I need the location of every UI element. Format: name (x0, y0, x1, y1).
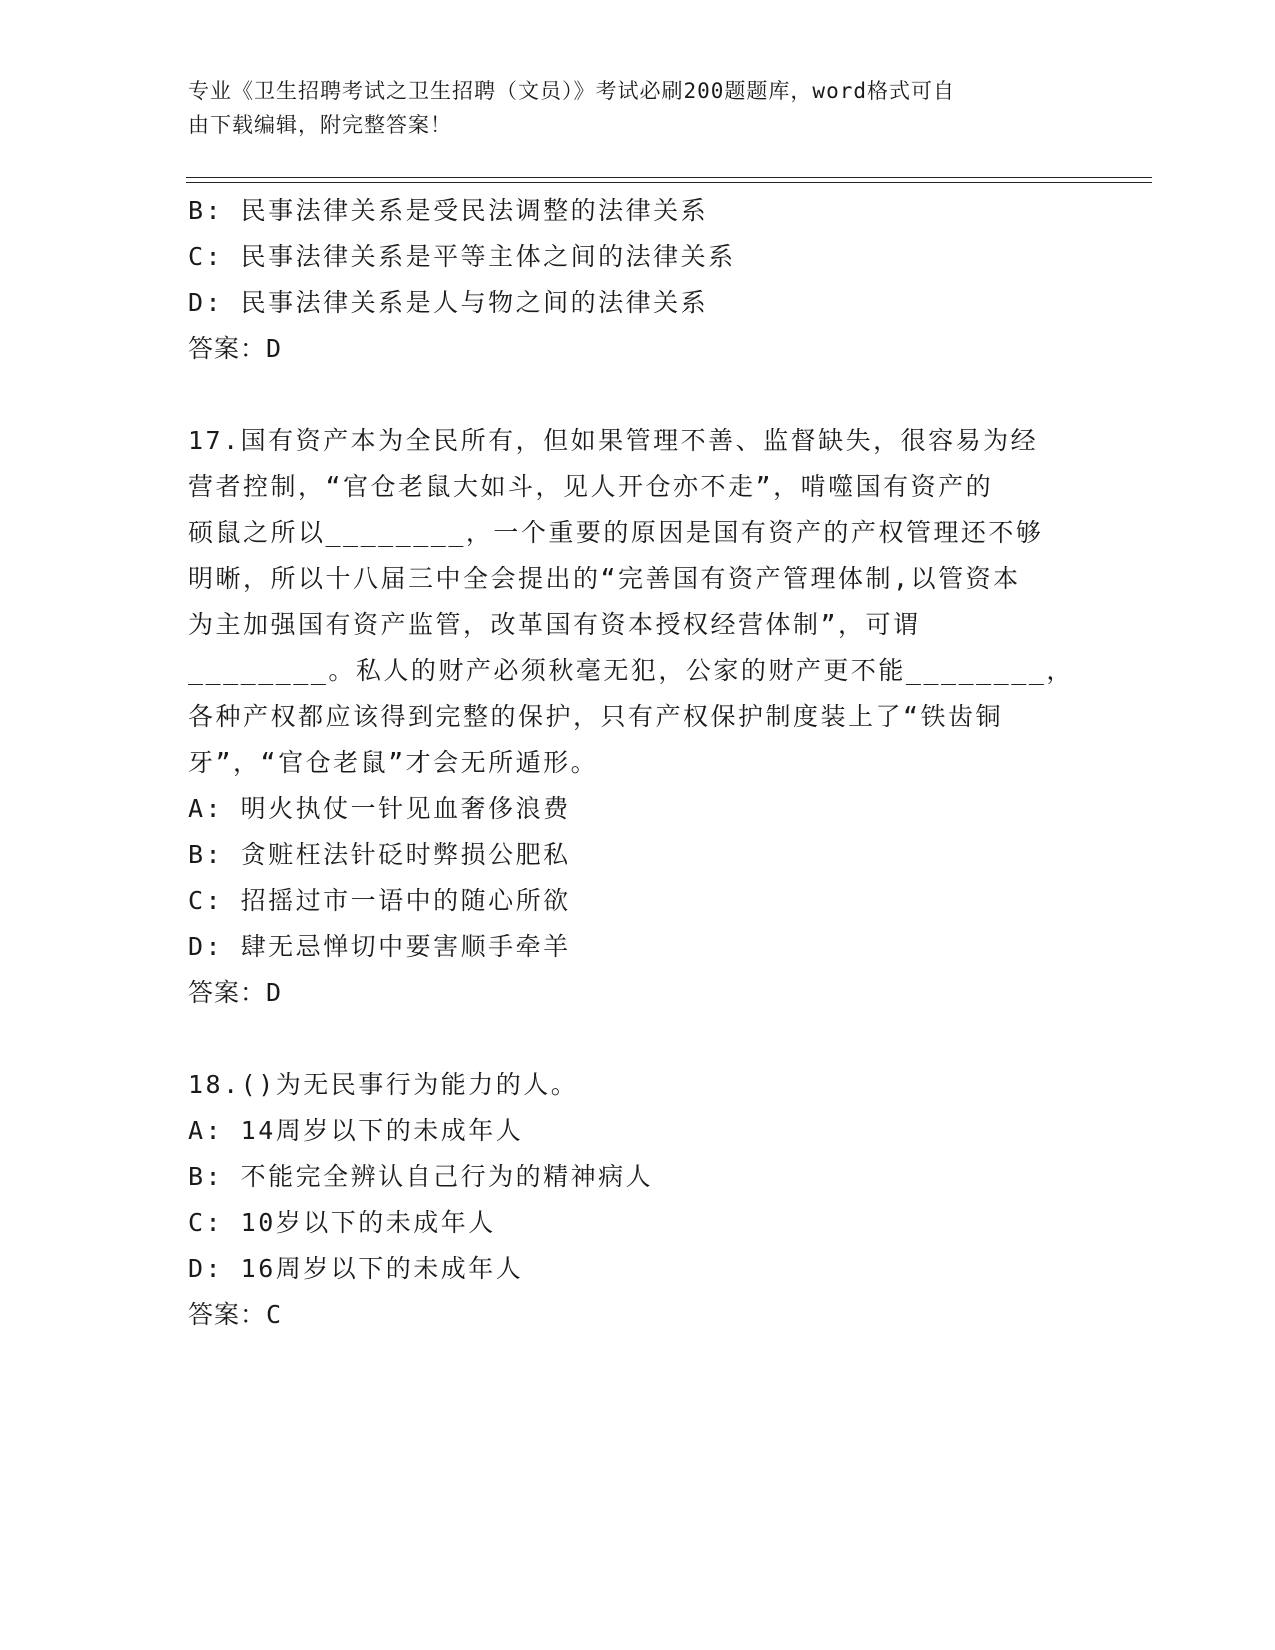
header-divider-top (186, 177, 1152, 178)
option-c: C: 招摇过市一语中的随心所欲 (188, 886, 571, 915)
spacer (188, 372, 1088, 418)
option-c: C: 10岁以下的未成年人 (188, 1208, 496, 1237)
option-b: B: 贪赃枉法针砭时弊损公肥私 (188, 840, 571, 869)
question-stem-line: 为主加强国有资产监管，改革国有资本授权经营体制”，可谓 (188, 610, 921, 639)
header-divider-bottom (186, 182, 1152, 183)
option-b: B: 不能完全辨认自己行为的精神病人 (188, 1162, 654, 1191)
option-d: D: 民事法律关系是人与物之间的法律关系 (188, 288, 709, 317)
option-b: B: 民事法律关系是受民法调整的法律关系 (188, 196, 709, 225)
answer: 答案：D (188, 978, 283, 1007)
question-17 (188, 418, 1088, 1016)
question-stem: 18.()为无民事行为能力的人。 (188, 1070, 579, 1099)
page-header (188, 74, 1068, 142)
question-18 (188, 1062, 1088, 1338)
question-stem-line: 各种产权都应该得到完整的保护，只有产权保护制度装上了“铁齿铜 (188, 702, 1004, 731)
question-content (188, 188, 1088, 1338)
option-d: D: 肆无忌惮切中要害顺手牵羊 (188, 932, 571, 961)
question-stem-line: ________。私人的财产必须秋毫无犯，公家的财产更不能________， (188, 656, 1074, 685)
question-stem-line: 牙”，“官仓老鼠”才会无所遁形。 (188, 748, 599, 777)
option-a: A: 14周岁以下的未成年人 (188, 1116, 524, 1145)
option-d: D: 16周岁以下的未成年人 (188, 1254, 524, 1283)
option-a: A: 明火执仗一针见血奢侈浪费 (188, 794, 571, 823)
question-stem-line: 营者控制，“官仓老鼠大如斗，见人开仓亦不走”，啃噬国有资产的 (188, 472, 994, 501)
question-stem-line: 硕鼠之所以________，一个重要的原因是国有资产的产权管理还不够 (188, 518, 1044, 547)
option-c: C: 民事法律关系是平等主体之间的法律关系 (188, 242, 736, 271)
question-stem-line: 17.国有资产本为全民所有，但如果管理不善、监督缺失，很容易为经 (188, 426, 1039, 455)
answer: 答案：D (188, 334, 283, 363)
spacer (188, 1016, 1088, 1062)
answer: 答案：C (188, 1300, 283, 1329)
question-16 (188, 188, 1088, 372)
question-stem-line: 明晰，所以十八届三中全会提出的“完善国有资产管理体制,以管资本 (188, 564, 1021, 593)
header-line-2: 由下载编辑，附完整答案！ (188, 113, 452, 137)
header-line-1: 专业《卫生招聘考试之卫生招聘（文员）》考试必刷200题题库，word格式可自 (188, 79, 955, 103)
